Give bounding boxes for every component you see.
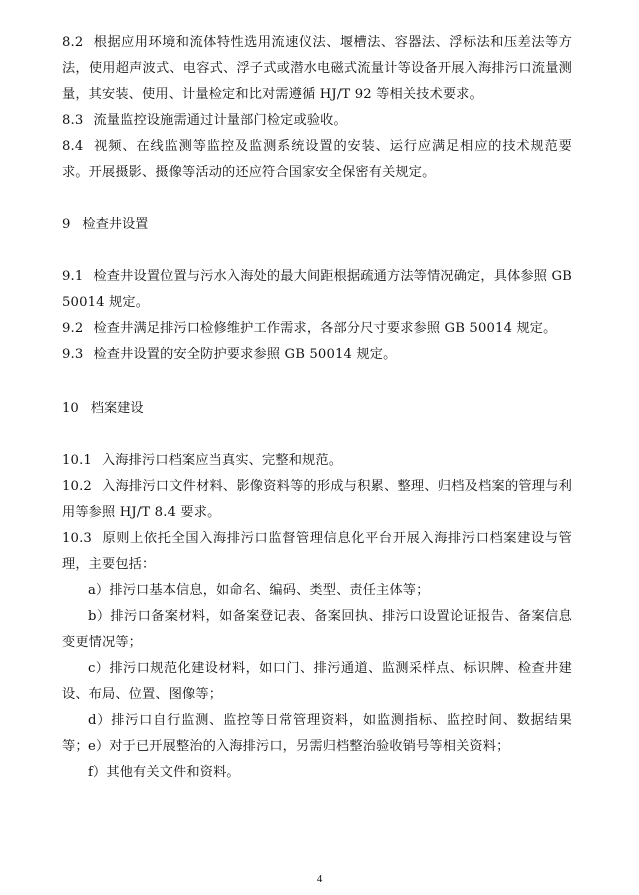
clause-text: 检查井满足排污口检修维护工作需求，各部分尺寸要求参照 GB 50014 规定。	[93, 321, 557, 336]
clause-8-4	[62, 134, 572, 186]
section-number: 10	[62, 401, 79, 416]
clause-number: 8.2	[62, 35, 84, 50]
clause-text: 根据应用环境和流体特性选用流速仪法、堰槽法、容器法、浮标法和压差法等方法，使用超声波式、电容式、浮子式或潜水电磁式流量计等设备开展入海排污口流量测量，其安装、使用、计量检定和比对需遵循 HJ/T 92 等相关技术要求。	[62, 35, 572, 102]
section-title: 检查井设置	[82, 217, 149, 232]
section-heading-10	[62, 396, 144, 422]
list-item-label: d）	[88, 713, 112, 728]
list-item-label: a）	[88, 583, 110, 598]
clause-10-2	[62, 474, 572, 526]
clause-text: 检查井设置的安全防护要求参照 GB 50014 规定。	[93, 347, 397, 362]
page-number: 4	[316, 873, 323, 885]
list-item-label: e）	[88, 739, 110, 754]
list-item-b	[62, 604, 572, 656]
list-item-label: c）	[88, 661, 110, 676]
section-title: 档案建设	[90, 401, 144, 416]
list-item-text: 排污口备案材料，如备案登记表、备案回执、排污口设置论证报告、备案信息变更情况等；	[62, 609, 572, 650]
list-item-text: 其他有关文件和资料。	[106, 765, 240, 780]
clause-number: 10.2	[62, 479, 92, 494]
clause-8-3	[62, 108, 572, 134]
clause-text: 检查井设置位置与污水入海处的最大间距根据疏通方法等情况确定，具体参照 GB 50014 规定。	[62, 269, 572, 310]
clause-9-3	[62, 342, 572, 368]
section-number: 9	[62, 217, 71, 232]
clause-9-2	[62, 316, 572, 342]
list-item-a	[62, 578, 572, 604]
clause-number: 9.3	[62, 347, 84, 362]
list-item-e	[62, 734, 572, 760]
list-item-text: 对于已开展整治的入海排污口，另需归档整治验收销号等相关资料；	[109, 739, 510, 754]
section-heading-9	[62, 212, 148, 238]
clause-text: 视频、在线监测等监控及监测系统设置的安装、运行应满足相应的技术规范要求。开展摄影、摄像等活动的还应符合国家安全保密有关规定。	[62, 139, 572, 180]
list-item-text: 排污口基本信息，如命名、编码、类型、责任主体等；	[109, 583, 430, 598]
clause-text: 原则上依托全国入海排污口监督管理信息化平台开展入海排污口档案建设与管理，主要包括：	[62, 531, 572, 572]
list-item-label: b）	[88, 609, 111, 624]
clause-text: 入海排污口文件材料、影像资料等的形成与积累、整理、归档及档案的管理与利用等参照 HJ/T 8.4 要求。	[62, 479, 572, 520]
clause-number: 9.2	[62, 321, 84, 336]
clause-text: 流量监控设施需通过计量部门检定或验收。	[93, 113, 347, 128]
clause-number: 8.3	[62, 113, 84, 128]
list-item-text: 排污口自行监测、监控等日常管理资料，如监测指标、监控时间、数据结果等；	[62, 713, 572, 754]
list-item-text: 排污口规范化建设材料，如口门、排污通道、监测采样点、标识牌、检查井建设、布局、位置、图像等；	[62, 661, 572, 702]
clause-10-1	[62, 448, 572, 474]
list-item-c	[62, 656, 572, 708]
clause-9-1	[62, 264, 572, 316]
clause-10-3	[62, 526, 572, 578]
clause-number: 8.4	[62, 139, 84, 154]
clause-text: 入海排污口档案应当真实、完整和规范。	[101, 453, 343, 468]
clause-8-2	[62, 30, 572, 108]
clause-number: 9.1	[62, 269, 84, 284]
list-item-f	[62, 760, 572, 786]
clause-number: 10.3	[62, 531, 92, 546]
clause-number: 10.1	[62, 453, 92, 468]
list-item-label: f）	[88, 765, 107, 780]
